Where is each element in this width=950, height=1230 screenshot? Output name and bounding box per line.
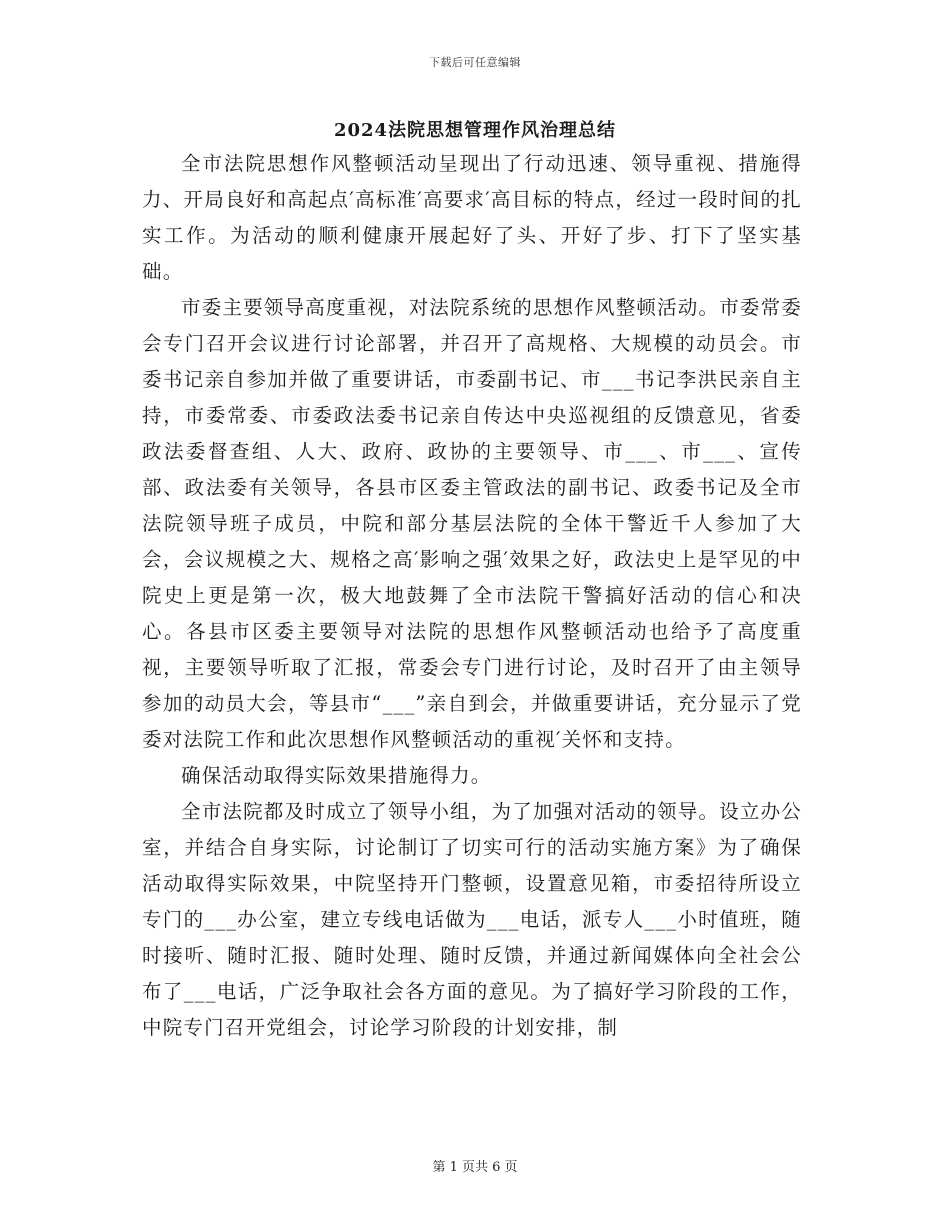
paragraph-4: 全市法院都及时成立了领导小组，为了加强对活动的领导。设立办公室，并结合自身实际，讨论制订了切实可行的活动实施方案》为了确保活动取得实际效果，中院坚持开门整顿，设置意见箱，市委招待所设立专门的___办公室，建立专线电话做为___电话，派专人___小时值班，随时接听、随时汇报、随时处理、随时反馈，并通过新闻媒体向全社会公布了___电话，广泛争取社会各方面的意见。为了搞好学习阶段的工作，中院专门召开党组会，讨论学习阶段的计划安排，制 bbox=[142, 800, 803, 1039]
document-body bbox=[142, 146, 802, 1046]
paragraph-2: 市委主要领导高度重视，对法院系统的思想作风整顿活动。市委常委会专门召开会议进行讨论部署，并召开了高规格、大规模的动员会。市委书记亲自参加并做了重要讲话，市委副书记、市___书记李洪民亲自主持，市委常委、市委政法委书记亲自传达中央巡视组的反馈意见，省委政法委督查组、人大、政府、政协的主要领导、市___、市___、宣传部、政法委有关领导，各县市区委主管政法的副书记、政委书记及全市法院领导班子成员，中院和部分基层法院的全体干警近千人参加了大会，会议规模之大、规格之高′影响之强′效果之好，政法史上是罕见的中院史上更是第一次，极大地鼓舞了全市法院干警搞好活动的信心和决心。各县市区委主要领导对法院的思想作风整顿活动也给予了高度重视，主要领导听取了汇报，常委会专门进行讨论，及时召开了由主领导参加的动员大会，等县市“___”亲自到会，并做重要讲话，充分显示了党委对法院工作和此次思想作风整顿活动的重视′关怀和支持。 bbox=[142, 296, 803, 751]
header-note: 下载后可任意编辑 bbox=[429, 56, 521, 69]
paragraph-1: 全市法院思想作风整顿活动呈现出了行动迅速、领导重视、措施得力、开局良好和高起点′高标准′高要求′高目标的特点，经过一段时间的扎实工作。为活动的顺利健康开展起好了头、开好了步、打下了坚实基础。 bbox=[142, 152, 802, 283]
paragraph-3: 确保活动取得实际效果措施得力。 bbox=[181, 764, 492, 787]
page-number: 第 1 页共 6 页 bbox=[432, 1160, 518, 1175]
document-title: 2024法院思想管理作风治理总结 bbox=[333, 120, 617, 141]
